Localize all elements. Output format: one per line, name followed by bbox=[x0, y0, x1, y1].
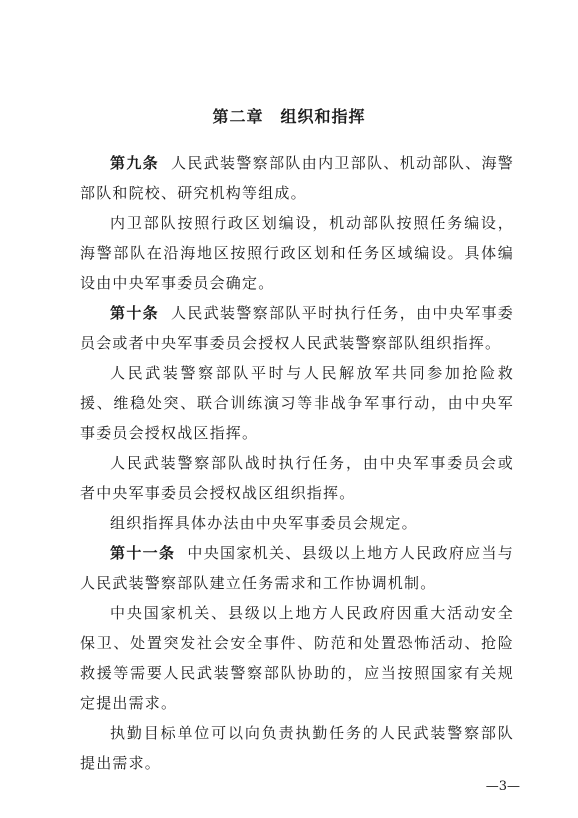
body-text bbox=[80, 148, 514, 778]
article-10-paragraph bbox=[80, 298, 514, 358]
article-number: 第十一条 bbox=[110, 544, 176, 562]
page-number: —3— bbox=[485, 779, 520, 794]
paragraph bbox=[80, 718, 514, 778]
paragraph-text: 人民武装警察部队由内卫部队、机动部队、海警部队和院校、研究机构等组成。 bbox=[80, 154, 515, 202]
article-9-paragraph bbox=[80, 148, 514, 208]
paragraph-text: 执勤目标单位可以向负责执勤任务的人民武装警察部队提出需求。 bbox=[80, 724, 514, 772]
paragraph bbox=[80, 448, 514, 508]
paragraph-text: 人民武装警察部队平时与人民解放军共同参加抢险救援、维稳处突、联合训练演习等非战争军事行动，由中央军事委员会授权战区指挥。 bbox=[80, 364, 514, 442]
paragraph-text: 中央国家机关、县级以上地方人民政府应当与人民武装警察部队建立任务需求和工作协调机制。 bbox=[80, 544, 514, 592]
paragraph-text: 人民武装警察部队战时执行任务，由中央军事委员会或者中央军事委员会授权战区组织指挥。 bbox=[80, 454, 514, 502]
paragraph-text: 组织指挥具体办法由中央军事委员会规定。 bbox=[110, 514, 418, 532]
chapter-title: 第二章 组织和指挥 bbox=[212, 107, 366, 126]
article-number: 第十条 bbox=[110, 304, 160, 322]
paragraph bbox=[80, 508, 514, 538]
paragraph-text: 人民武装警察部队平时执行任务，由中央军事委员会或者中央军事委员会授权人民武装警察部队组织指挥。 bbox=[80, 304, 515, 352]
paragraph bbox=[80, 598, 514, 718]
article-11-paragraph bbox=[80, 538, 514, 598]
paragraph bbox=[80, 208, 514, 298]
paragraph-text: 中央国家机关、县级以上地方人民政府因重大活动安全保卫、处置突发社会安全事件、防范和处置恐怖活动、抢险救援等需要人民武装警察部队协助的，应当按照国家有关规定提出需求。 bbox=[80, 604, 514, 712]
paragraph bbox=[80, 358, 514, 448]
paragraph-text: 内卫部队按照行政区划编设，机动部队按照任务编设，海警部队在沿海地区按照行政区划和任务区域编设。具体编设由中央军事委员会确定。 bbox=[80, 214, 514, 292]
article-number: 第九条 bbox=[110, 154, 160, 172]
